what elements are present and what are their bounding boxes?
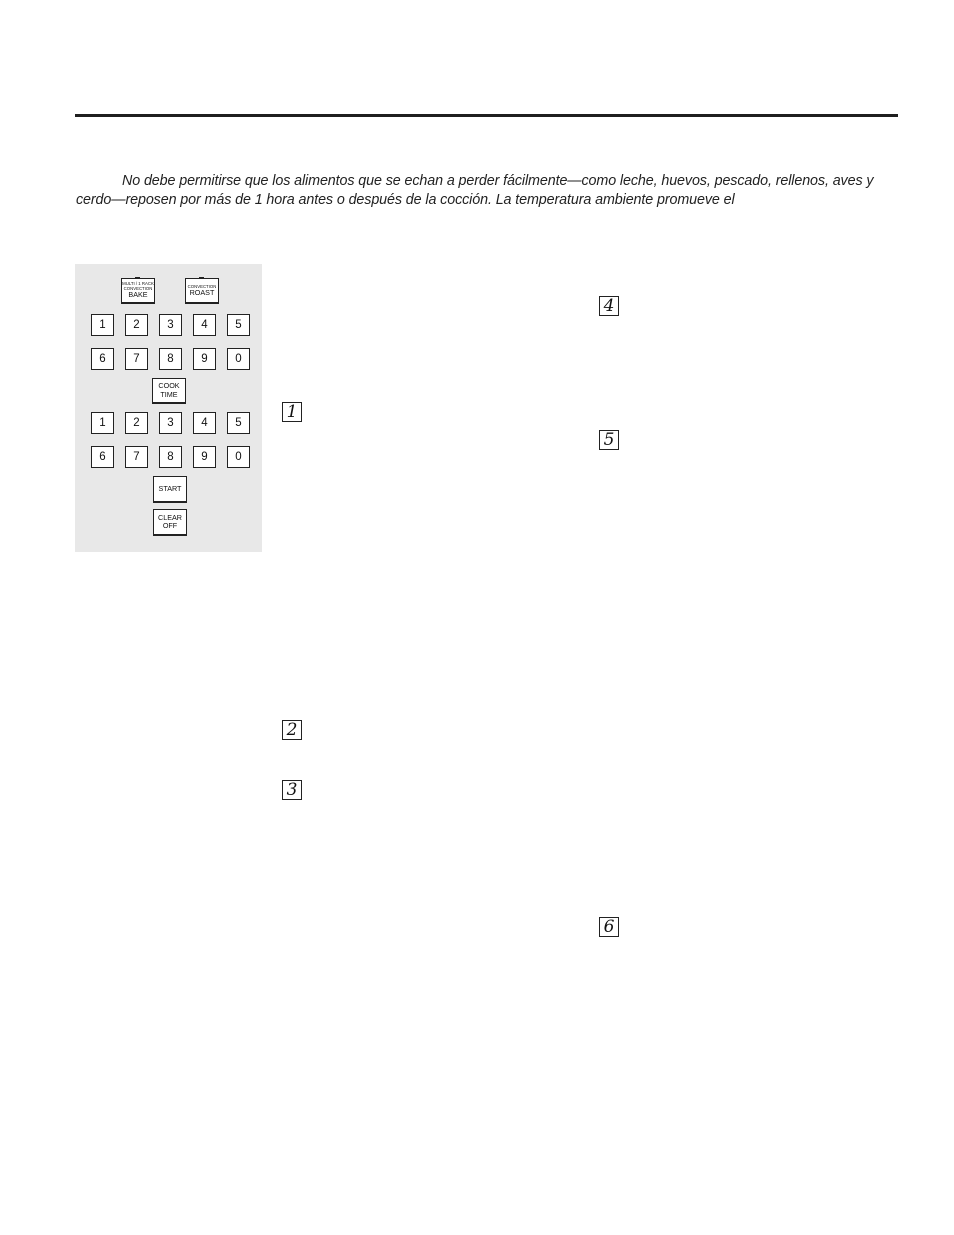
start-key-label: START bbox=[158, 483, 182, 493]
warning-text: No debe permitirse que los alimentos que se echan a perder fácilmente—como leche, huevos, pescado, rellenos, aves y cerdo—reposen por más de 1 hora antes o después de la cocción. La temperatura ambiente promueve el bbox=[76, 173, 874, 208]
step-marker-2: 2 bbox=[282, 720, 302, 740]
number-key-7-second[interactable]: 7 bbox=[125, 446, 148, 468]
number-key-9-second[interactable]: 9 bbox=[193, 446, 216, 468]
number-key-6[interactable]: 6 bbox=[91, 348, 114, 370]
number-key-7[interactable]: 7 bbox=[125, 348, 148, 370]
convection-roast-key[interactable] bbox=[185, 278, 219, 304]
step-marker-4: 4 bbox=[599, 296, 619, 316]
cook-time-line2: TIME bbox=[160, 389, 178, 399]
step-marker-3: 3 bbox=[282, 780, 302, 800]
roast-key-line2: ROAST bbox=[189, 287, 215, 297]
number-key-6-second[interactable]: 6 bbox=[91, 446, 114, 468]
start-key[interactable] bbox=[153, 476, 187, 503]
cook-time-key[interactable] bbox=[152, 378, 186, 404]
number-key-4-second[interactable]: 4 bbox=[193, 412, 216, 434]
number-key-0[interactable]: 0 bbox=[227, 348, 250, 370]
number-key-3[interactable]: 3 bbox=[159, 314, 182, 336]
convection-bake-key[interactable] bbox=[121, 278, 155, 304]
roast-key-line1: CONVECTION bbox=[187, 283, 217, 289]
number-key-5[interactable]: 5 bbox=[227, 314, 250, 336]
header-rule bbox=[75, 114, 898, 117]
oven-control-panel bbox=[75, 264, 262, 552]
bake-key-line1: MULTI / 1 RACK bbox=[122, 281, 154, 287]
number-key-1[interactable]: 1 bbox=[91, 314, 114, 336]
clear-off-line2: OFF bbox=[162, 521, 178, 530]
number-key-5-second[interactable]: 5 bbox=[227, 412, 250, 434]
bake-key-line2: CONVECTION bbox=[123, 286, 153, 292]
number-key-8[interactable]: 8 bbox=[159, 348, 182, 370]
number-key-2[interactable]: 2 bbox=[125, 314, 148, 336]
cook-time-line1: COOK bbox=[158, 381, 180, 390]
number-key-0-second[interactable]: 0 bbox=[227, 446, 250, 468]
step-marker-1: 1 bbox=[282, 402, 302, 422]
clear-off-line1: CLEAR bbox=[158, 512, 182, 522]
step-marker-6: 6 bbox=[599, 917, 619, 937]
food-safety-warning bbox=[76, 172, 886, 210]
number-key-1-second[interactable]: 1 bbox=[91, 412, 114, 434]
number-key-8-second[interactable]: 8 bbox=[159, 446, 182, 468]
bake-key-line3: BAKE bbox=[128, 290, 148, 300]
number-key-4[interactable]: 4 bbox=[193, 314, 216, 336]
number-key-3-second[interactable]: 3 bbox=[159, 412, 182, 434]
clear-off-key[interactable] bbox=[153, 509, 187, 536]
number-key-2-second[interactable]: 2 bbox=[125, 412, 148, 434]
number-key-9[interactable]: 9 bbox=[193, 348, 216, 370]
step-marker-5: 5 bbox=[599, 430, 619, 450]
